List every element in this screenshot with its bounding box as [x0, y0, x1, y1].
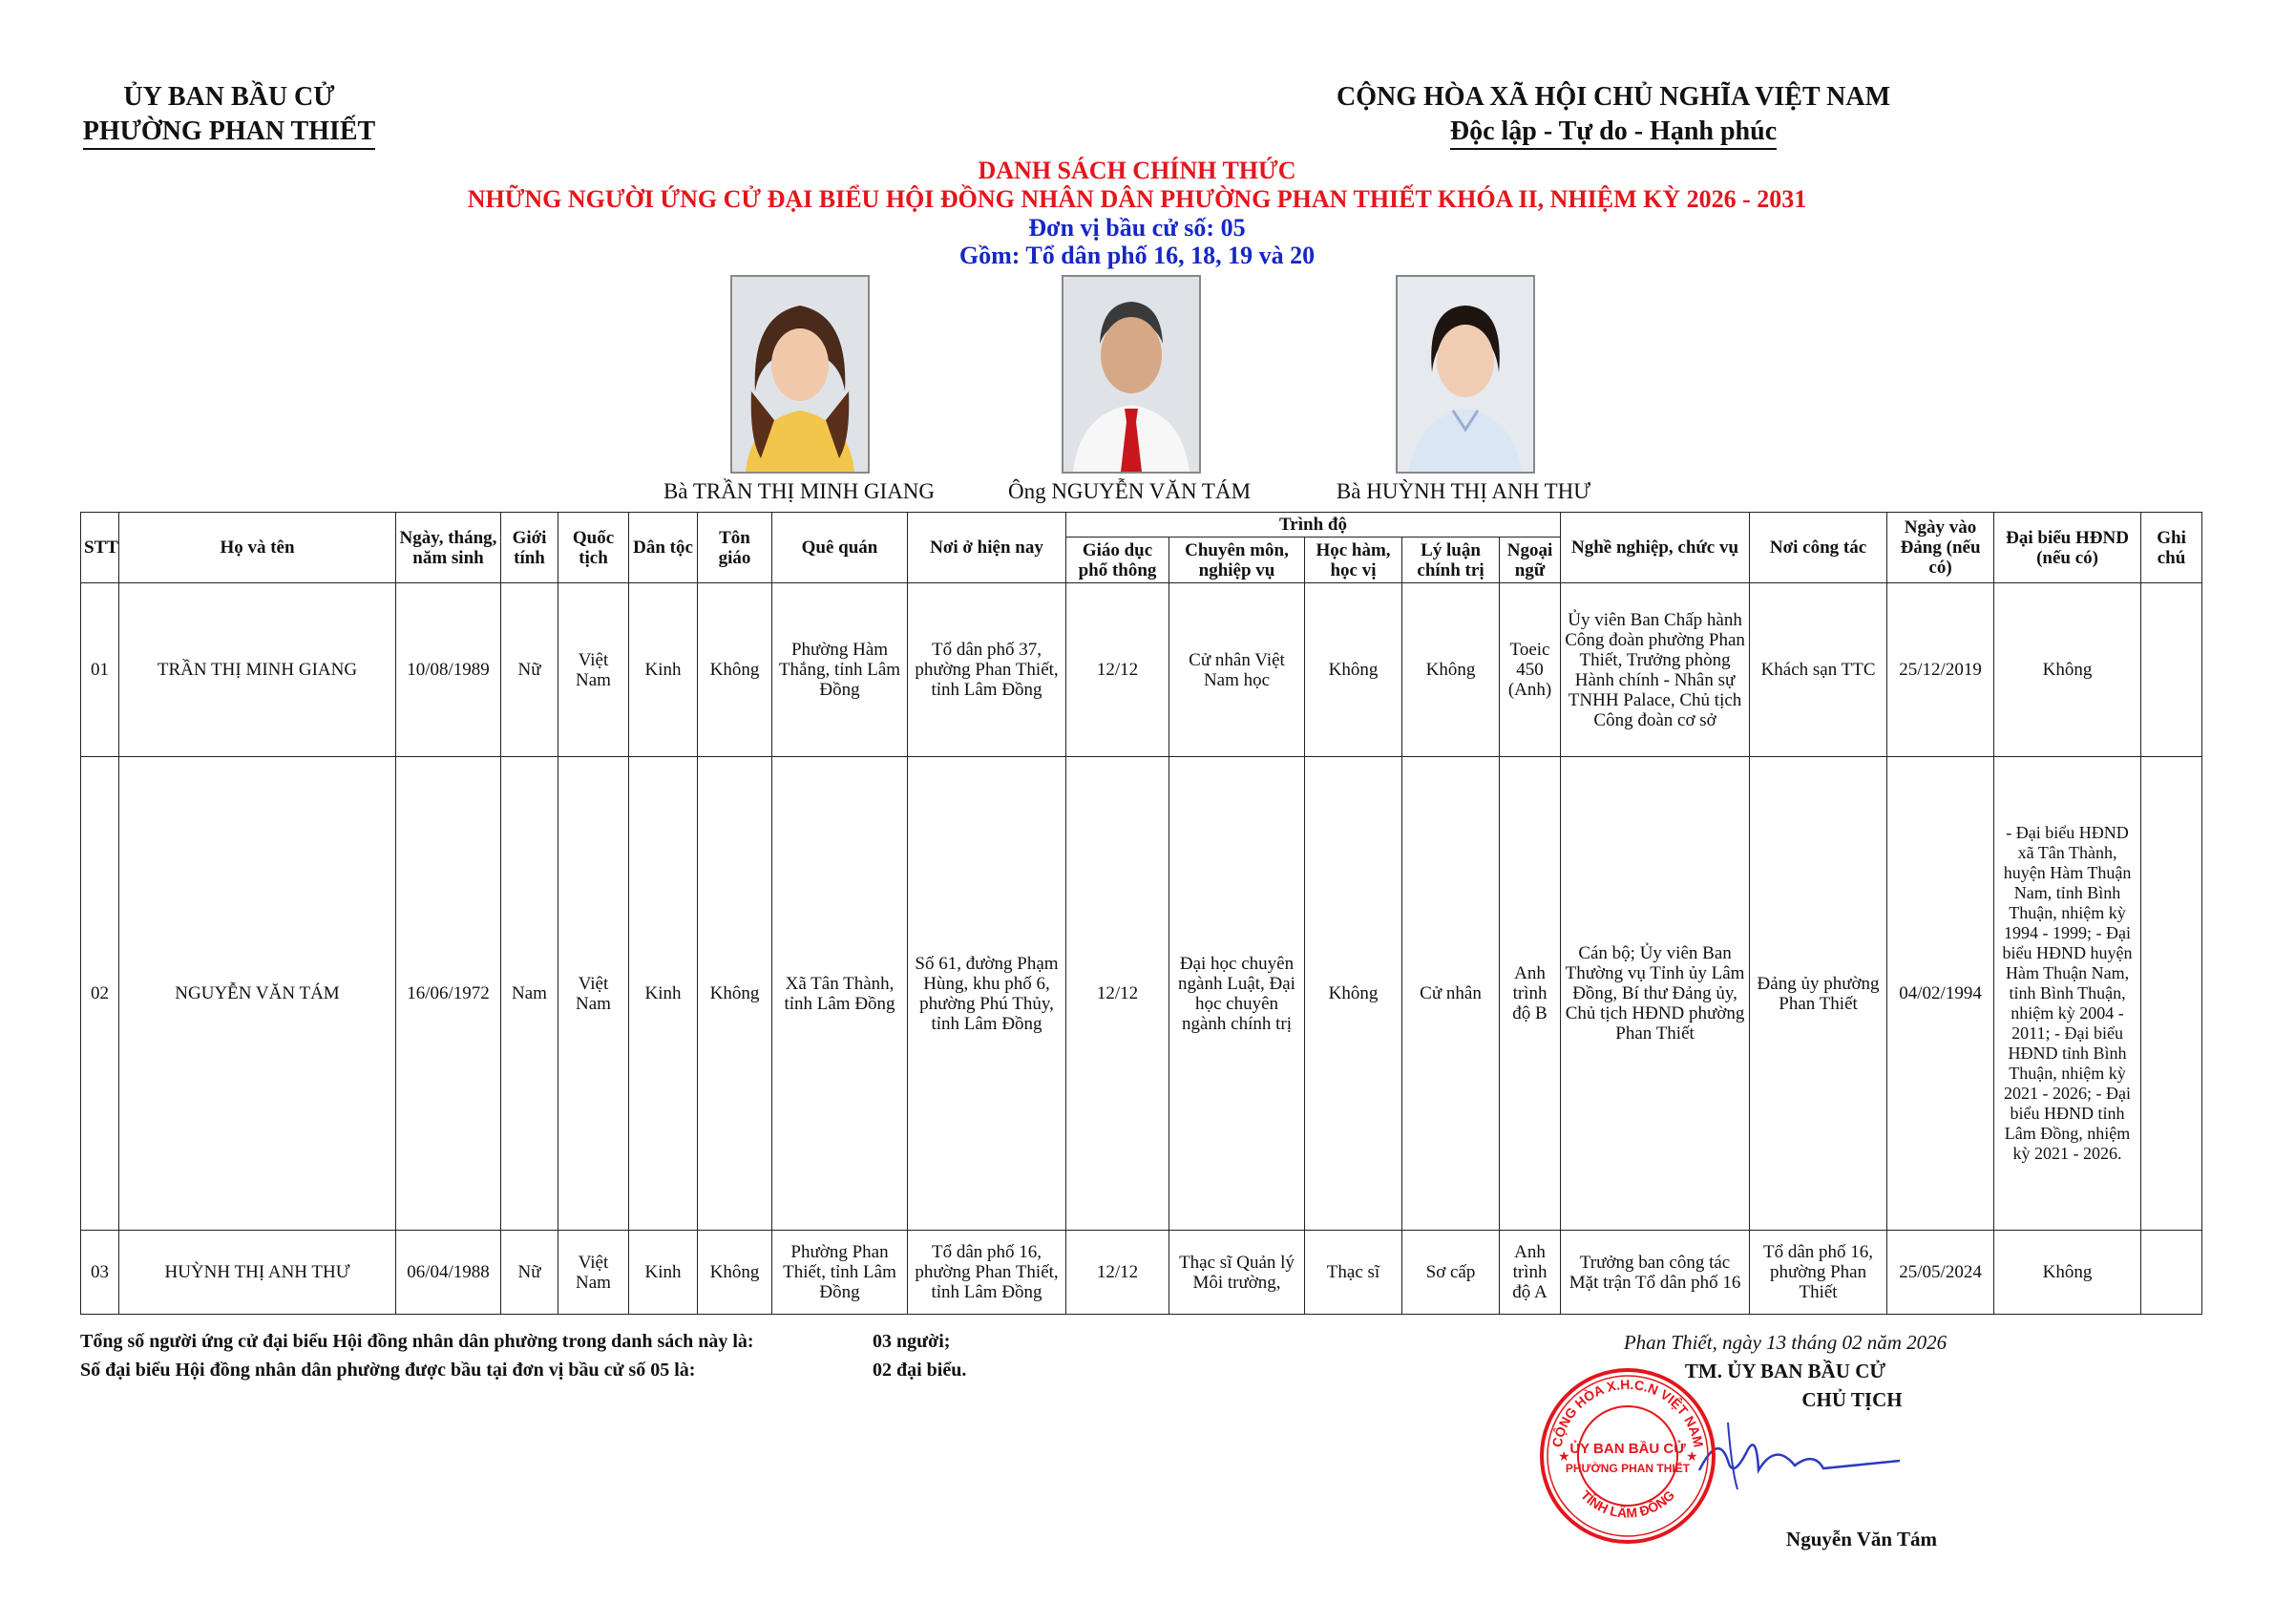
cell-party-date: 04/02/1994	[1887, 757, 1994, 1231]
cell-language: Anh trình độ A	[1500, 1231, 1561, 1315]
col-education-group: Trình độ	[1066, 513, 1561, 538]
col-residence: Nơi ở hiện nay	[908, 513, 1066, 583]
cell-stt: 01	[81, 583, 119, 757]
col-delegate: Đại biểu HĐND (nếu có)	[1994, 513, 2141, 583]
candidate-photo-2	[1062, 275, 1201, 474]
table-row	[81, 757, 2202, 1231]
cell-dob: 06/04/1988	[396, 1231, 501, 1315]
cell-political: Sơ cấp	[1402, 1231, 1500, 1315]
col-specialty: Chuyên môn, nghiệp vụ	[1169, 538, 1305, 583]
cell-general-edu: 12/12	[1066, 757, 1169, 1231]
doc-subtitle: NHỮNG NGƯỜI ỨNG CỬ ĐẠI BIỂU HỘI ĐỒNG NHÂN DÂN PHƯỜNG PHAN THIẾT KHÓA II, NHIỆM KỲ 2026 - 2031	[467, 185, 1807, 213]
summary-line-2	[80, 1360, 967, 1381]
sign-date: Phan Thiết, ngày 13 tháng 02 năm 2026	[1623, 1331, 1948, 1354]
summary-seats-value: 02 đại biểu.	[873, 1360, 967, 1381]
cell-specialty: Đại học chuyên ngành Luật, Đại học chuyên ngành chính trị	[1169, 757, 1305, 1231]
table-row	[81, 1231, 2202, 1315]
col-hometown: Quê quán	[772, 513, 908, 583]
sign-role: CHỦ TỊCH	[1801, 1388, 1903, 1411]
cell-gender: Nam	[501, 757, 558, 1231]
svg-text:CỘNG HÒA X.H.C.N VIỆT NAM	[1549, 1377, 1707, 1448]
signer-name: Nguyễn Văn Tám	[1786, 1528, 1937, 1550]
electoral-unit: Đơn vị bầu cử số: 05	[1028, 214, 1246, 242]
cell-stt: 03	[81, 1231, 119, 1315]
cell-delegate: - Đại biểu HĐND xã Tân Thành, huyện Hàm Thuận Nam, tỉnh Bình Thuận, nhiệm kỳ 1994 - 1999; - Đại biểu HĐND huyện Hàm Thuận Nam, tỉnh Bình Thuận, nhiệm kỳ 2004 - 2011; - Đại biểu HĐND tỉnh Bình Thuận, nhiệm kỳ 2021 - 2026; - Đại biểu HĐND tỉnh Lâm Đồng, nhiệm kỳ 2021 - 2026.	[1994, 757, 2141, 1231]
cell-ethnicity: Kinh	[629, 1231, 698, 1315]
cell-delegate: Không	[1994, 583, 2141, 757]
cell-party-date: 25/12/2019	[1887, 583, 1994, 757]
handwritten-signature-icon	[1690, 1413, 1909, 1499]
col-name: Họ và tên	[119, 513, 396, 583]
candidate-table	[80, 512, 2202, 1315]
col-academic: Học hàm, học vị	[1305, 538, 1402, 583]
col-notes: Ghi chú	[2141, 513, 2202, 583]
portrait-woman-2-icon	[1398, 277, 1533, 472]
summary-seats-label: Số đại biểu Hội đồng nhân dân phường được bầu tại đơn vị bầu cử số 05 là:	[80, 1360, 696, 1381]
portrait-man-icon	[1063, 277, 1199, 472]
cell-dob: 10/08/1989	[396, 583, 501, 757]
summary-total-value: 03 người;	[873, 1331, 951, 1352]
photo-caption-1: Bà TRẦN THỊ MINH GIANG	[663, 479, 936, 503]
cell-name: NGUYỄN VĂN TÁM	[119, 757, 396, 1231]
electoral-area: Gồm: Tổ dân phố 16, 18, 19 và 20	[958, 242, 1316, 269]
cell-hometown: Xã Tân Thành, tỉnh Lâm Đồng	[772, 757, 908, 1231]
cell-academic: Thạc sĩ	[1305, 1231, 1402, 1315]
cell-party-date: 25/05/2024	[1887, 1231, 1994, 1315]
cell-hometown: Phường Hàm Thắng, tỉnh Lâm Đồng	[772, 583, 908, 757]
col-gender: Giới tính	[501, 513, 558, 583]
cell-religion: Không	[698, 757, 772, 1231]
national-title: CỘNG HÒA XÃ HỘI CHỦ NGHĨA VIỆT NAM	[1336, 82, 1891, 112]
summary-line-1	[80, 1331, 951, 1353]
seal-ring-top: CỘNG HÒA X.H.C.N VIỆT NAM	[1548, 1376, 1707, 1449]
col-language: Ngoại ngữ	[1500, 538, 1561, 583]
cell-residence: Tổ dân phố 37, phường Phan Thiết, tỉnh Lâm Đồng	[908, 583, 1066, 757]
sign-org: TM. ỦY BAN BẦU CỬ	[1684, 1360, 1886, 1382]
cell-nationality: Việt Nam	[558, 1231, 629, 1315]
col-stt: STT	[81, 513, 119, 583]
cell-stt: 02	[81, 757, 119, 1231]
doc-title: DANH SÁCH CHÍNH THỨC	[978, 157, 1296, 184]
cell-language: Toeic 450 (Anh)	[1500, 583, 1561, 757]
seal-center-line1: ỦY BAN BẦU CỬ	[1569, 1441, 1686, 1457]
photo-caption-3: Bà HUỲNH THỊ ANH THƯ	[1336, 479, 1591, 503]
svg-text:TỈNH LÂM ĐỒNG	[1578, 1487, 1677, 1521]
col-occupation: Nghề nghiệp, chức vụ	[1561, 513, 1750, 583]
issuer-line2: PHƯỜNG PHAN THIẾT	[83, 116, 375, 150]
cell-workplace: Tổ dân phố 16, phường Phan Thiết	[1750, 1231, 1887, 1315]
cell-occupation: Trưởng ban công tác Mặt trận Tổ dân phố 16	[1561, 1231, 1750, 1315]
col-ethnicity: Dân tộc	[629, 513, 698, 583]
cell-religion: Không	[698, 583, 772, 757]
cell-occupation: Ủy viên Ban Chấp hành Công đoàn phường Phan Thiết, Trưởng phòng Hành chính - Nhân sự TNHH Palace, Chủ tịch Công đoàn cơ sở	[1561, 583, 1750, 757]
col-religion: Tôn giáo	[698, 513, 772, 583]
cell-residence: Tổ dân phố 16, phường Phan Thiết, tỉnh Lâm Đồng	[908, 1231, 1066, 1315]
cell-nationality: Việt Nam	[558, 583, 629, 757]
cell-gender: Nữ	[501, 583, 558, 757]
col-nationality: Quốc tịch	[558, 513, 629, 583]
issuer-block	[67, 80, 391, 150]
cell-political: Không	[1402, 583, 1500, 757]
col-general-edu: Giáo dục phổ thông	[1066, 538, 1169, 583]
cell-specialty: Thạc sĩ Quản lý Môi trường,	[1169, 1231, 1305, 1315]
col-party-date: Ngày vào Đảng (nếu có)	[1887, 513, 1994, 583]
cell-workplace: Khách sạn TTC	[1750, 583, 1887, 757]
cell-occupation: Cán bộ; Ủy viên Ban Thường vụ Tỉnh ủy Lâm Đồng, Bí thư Đảng ủy, Chủ tịch HĐND phường Phan Thiết	[1561, 757, 1750, 1231]
cell-gender: Nữ	[501, 1231, 558, 1315]
summary-total-label: Tổng số người ứng cử đại biểu Hội đồng nhân dân phường trong danh sách này là:	[80, 1331, 754, 1352]
cell-academic: Không	[1305, 757, 1402, 1231]
portrait-woman-1-icon	[732, 277, 868, 472]
cell-name: TRẦN THỊ MINH GIANG	[119, 583, 396, 757]
seal-star-right-icon: ★	[1686, 1450, 1698, 1465]
cell-notes	[2141, 583, 2202, 757]
candidate-photo-3	[1396, 275, 1535, 474]
national-title-block	[1308, 80, 1919, 150]
seal-star-left-icon: ★	[1558, 1450, 1570, 1465]
cell-nationality: Việt Nam	[558, 757, 629, 1231]
cell-hometown: Phường Phan Thiết, tỉnh Lâm Đồng	[772, 1231, 908, 1315]
photo-caption-2: Ông NGUYỄN VĂN TÁM	[1007, 479, 1252, 503]
table-row	[81, 583, 2202, 757]
cell-religion: Không	[698, 1231, 772, 1315]
official-seal-icon	[1537, 1365, 1718, 1547]
cell-name: HUỲNH THỊ ANH THƯ	[119, 1231, 396, 1315]
cell-residence: Số 61, đường Phạm Hùng, khu phố 6, phường Phú Thủy, tỉnh Lâm Đồng	[908, 757, 1066, 1231]
candidate-photo-1	[730, 275, 870, 474]
cell-general-edu: 12/12	[1066, 583, 1169, 757]
cell-political: Cử nhân	[1402, 757, 1500, 1231]
national-motto: Độc lập - Tự do - Hạnh phúc	[1450, 116, 1777, 150]
cell-dob: 16/06/1972	[396, 757, 501, 1231]
cell-ethnicity: Kinh	[629, 757, 698, 1231]
cell-general-edu: 12/12	[1066, 1231, 1169, 1315]
cell-language: Anh trình độ B	[1500, 757, 1561, 1231]
col-workplace: Nơi công tác	[1750, 513, 1887, 583]
cell-specialty: Cử nhân Việt Nam học	[1169, 583, 1305, 757]
cell-notes	[2141, 757, 2202, 1231]
cell-workplace: Đảng ủy phường Phan Thiết	[1750, 757, 1887, 1231]
seal-center-line2: PHƯỜNG PHAN THIẾT	[1565, 1462, 1691, 1475]
cell-ethnicity: Kinh	[629, 583, 698, 757]
issuer-line1: ỦY BAN BẦU CỬ	[123, 82, 335, 112]
col-political: Lý luận chính trị	[1402, 538, 1500, 583]
cell-notes	[2141, 1231, 2202, 1315]
seal-ring-bottom: TỈNH LÂM ĐỒNG	[1577, 1487, 1678, 1521]
col-dob: Ngày, tháng, năm sinh	[396, 513, 501, 583]
cell-delegate: Không	[1994, 1231, 2141, 1315]
cell-academic: Không	[1305, 583, 1402, 757]
